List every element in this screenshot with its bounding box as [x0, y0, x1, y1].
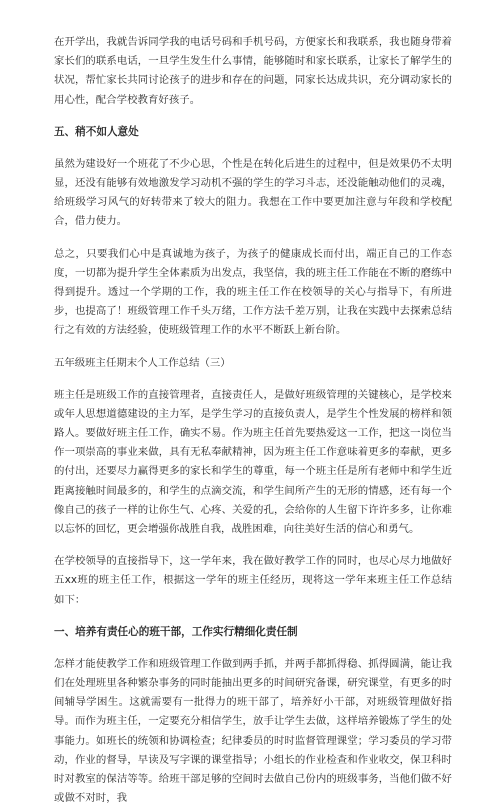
section-heading-class-cadres: 一、培养有责任心的班干部，工作实行精细化责任制 — [54, 625, 298, 638]
document-title: 五年级班主任期末个人工作总结（三） — [54, 356, 231, 369]
paragraph-shortcomings: 虽然为建设好一个班花了不少心思，个性是在转化后进生的过程中，但是效果仍不太明显，还没有能够有效地激发学习动机不强的学生的学习斗志，还没能触动他们的灵魂，给班级学习风气的好转带来了较大的阻力。我想在工作中要更加注意与年段和学校配合，借力使力。 — [54, 157, 452, 228]
paragraph-conclusion: 总之，只要我们心中是真诚地为孩子，为孩子的健康成长而付出，端正自己的工作态度，一切都为提升学生全体素质为出发点，我坚信，我的班主任工作能在不断的磨练中得到提升。透过一个学期的工作，我的班主任工作在校领导的关心与指导下，有所进步，也提高了！班级管理工作千头万绪，工作方法千差万别，让我在实践中去探索总结行之有效的方法经验，使班级管理工作的水平不断跃上新台阶。 — [54, 247, 452, 337]
paragraph-intro-summary: 在学校领导的直接指导下，这一学年来，我在做好教学工作的同时，也尽心尽力地做好五xx班的班主任工作，根据这一学年的班主任经历，现将这一学年来班主任工作总结如下： — [54, 555, 452, 606]
paragraph-parent-contact: 在开学出，我就告诉同学我的电话号码和手机号码，方便家长和我联系，我也随身带着家长们的联系电话，一旦学生发生什么事情，能够随时和家长联系，让家长了解学生的状况，帮忙家长共同讨论孩子的进步和存在的问题，同家长达成共识，充分调动家长的用心性，配合学校教育好孩子。 — [54, 36, 452, 106]
section-heading-shortcomings: 五、稍不如人意处 — [54, 125, 139, 138]
paragraph-class-cadres: 怎样才能使教学工作和班级管理工作做到两手抓，并两手都抓得稳、抓得圆满，能让我们在处理班里各种繁杂事务的同时能抽出更多的时间研究备课，研究课堂，有更多的时间辅导学困生。这就需要有一批得力的班干部了，培养好小干部，对班级管理做好指导。而作为班主任，一定要充分相信学生，放手让学生去做，这样培养锻炼了学生的处事能力。如班长的统领和协调检查；纪律委员的时时监督管理课堂；学习委员的学习带动，作业的督导，早读及写字课的课堂指导；小组长的作业检查和作业收交，保卫科时时对教室的保洁等等。给班干部足够的空间时去做自己份内的班级事务，当他们做不好或做不对时，我 — [54, 657, 452, 805]
paragraph-teacher-role: 班主任是班级工作的直接管理者，直接责任人，是做好班级管理的关键核心，是学校来或年人思想道德建设的主力军，是学生学习的直接负责人，是学生个性发展的榜样和领路人。要做好班主任工作，确实不易。作为班主任首先要热爱这一工作，把这一岗位当作一项崇高的事业来做，具有无私奉献精神，因为班主任工作意味着更多的奉献，更多的付出，还要尽力赢得更多的家长和学生的尊重，每一个班主任是所有老师中和学生近距离接触时间最多的，和学生的点滴交流，和学生间所产生的无形的情感，还有每一个像自己的孩子一样的让你生气、心疼、关爱的孔，会给你的人生留下许许多多，让你难以忘怀的回忆，更会增强你战胜自我，战胜困难，向往美好生活的信心和勇气。 — [54, 388, 452, 536]
